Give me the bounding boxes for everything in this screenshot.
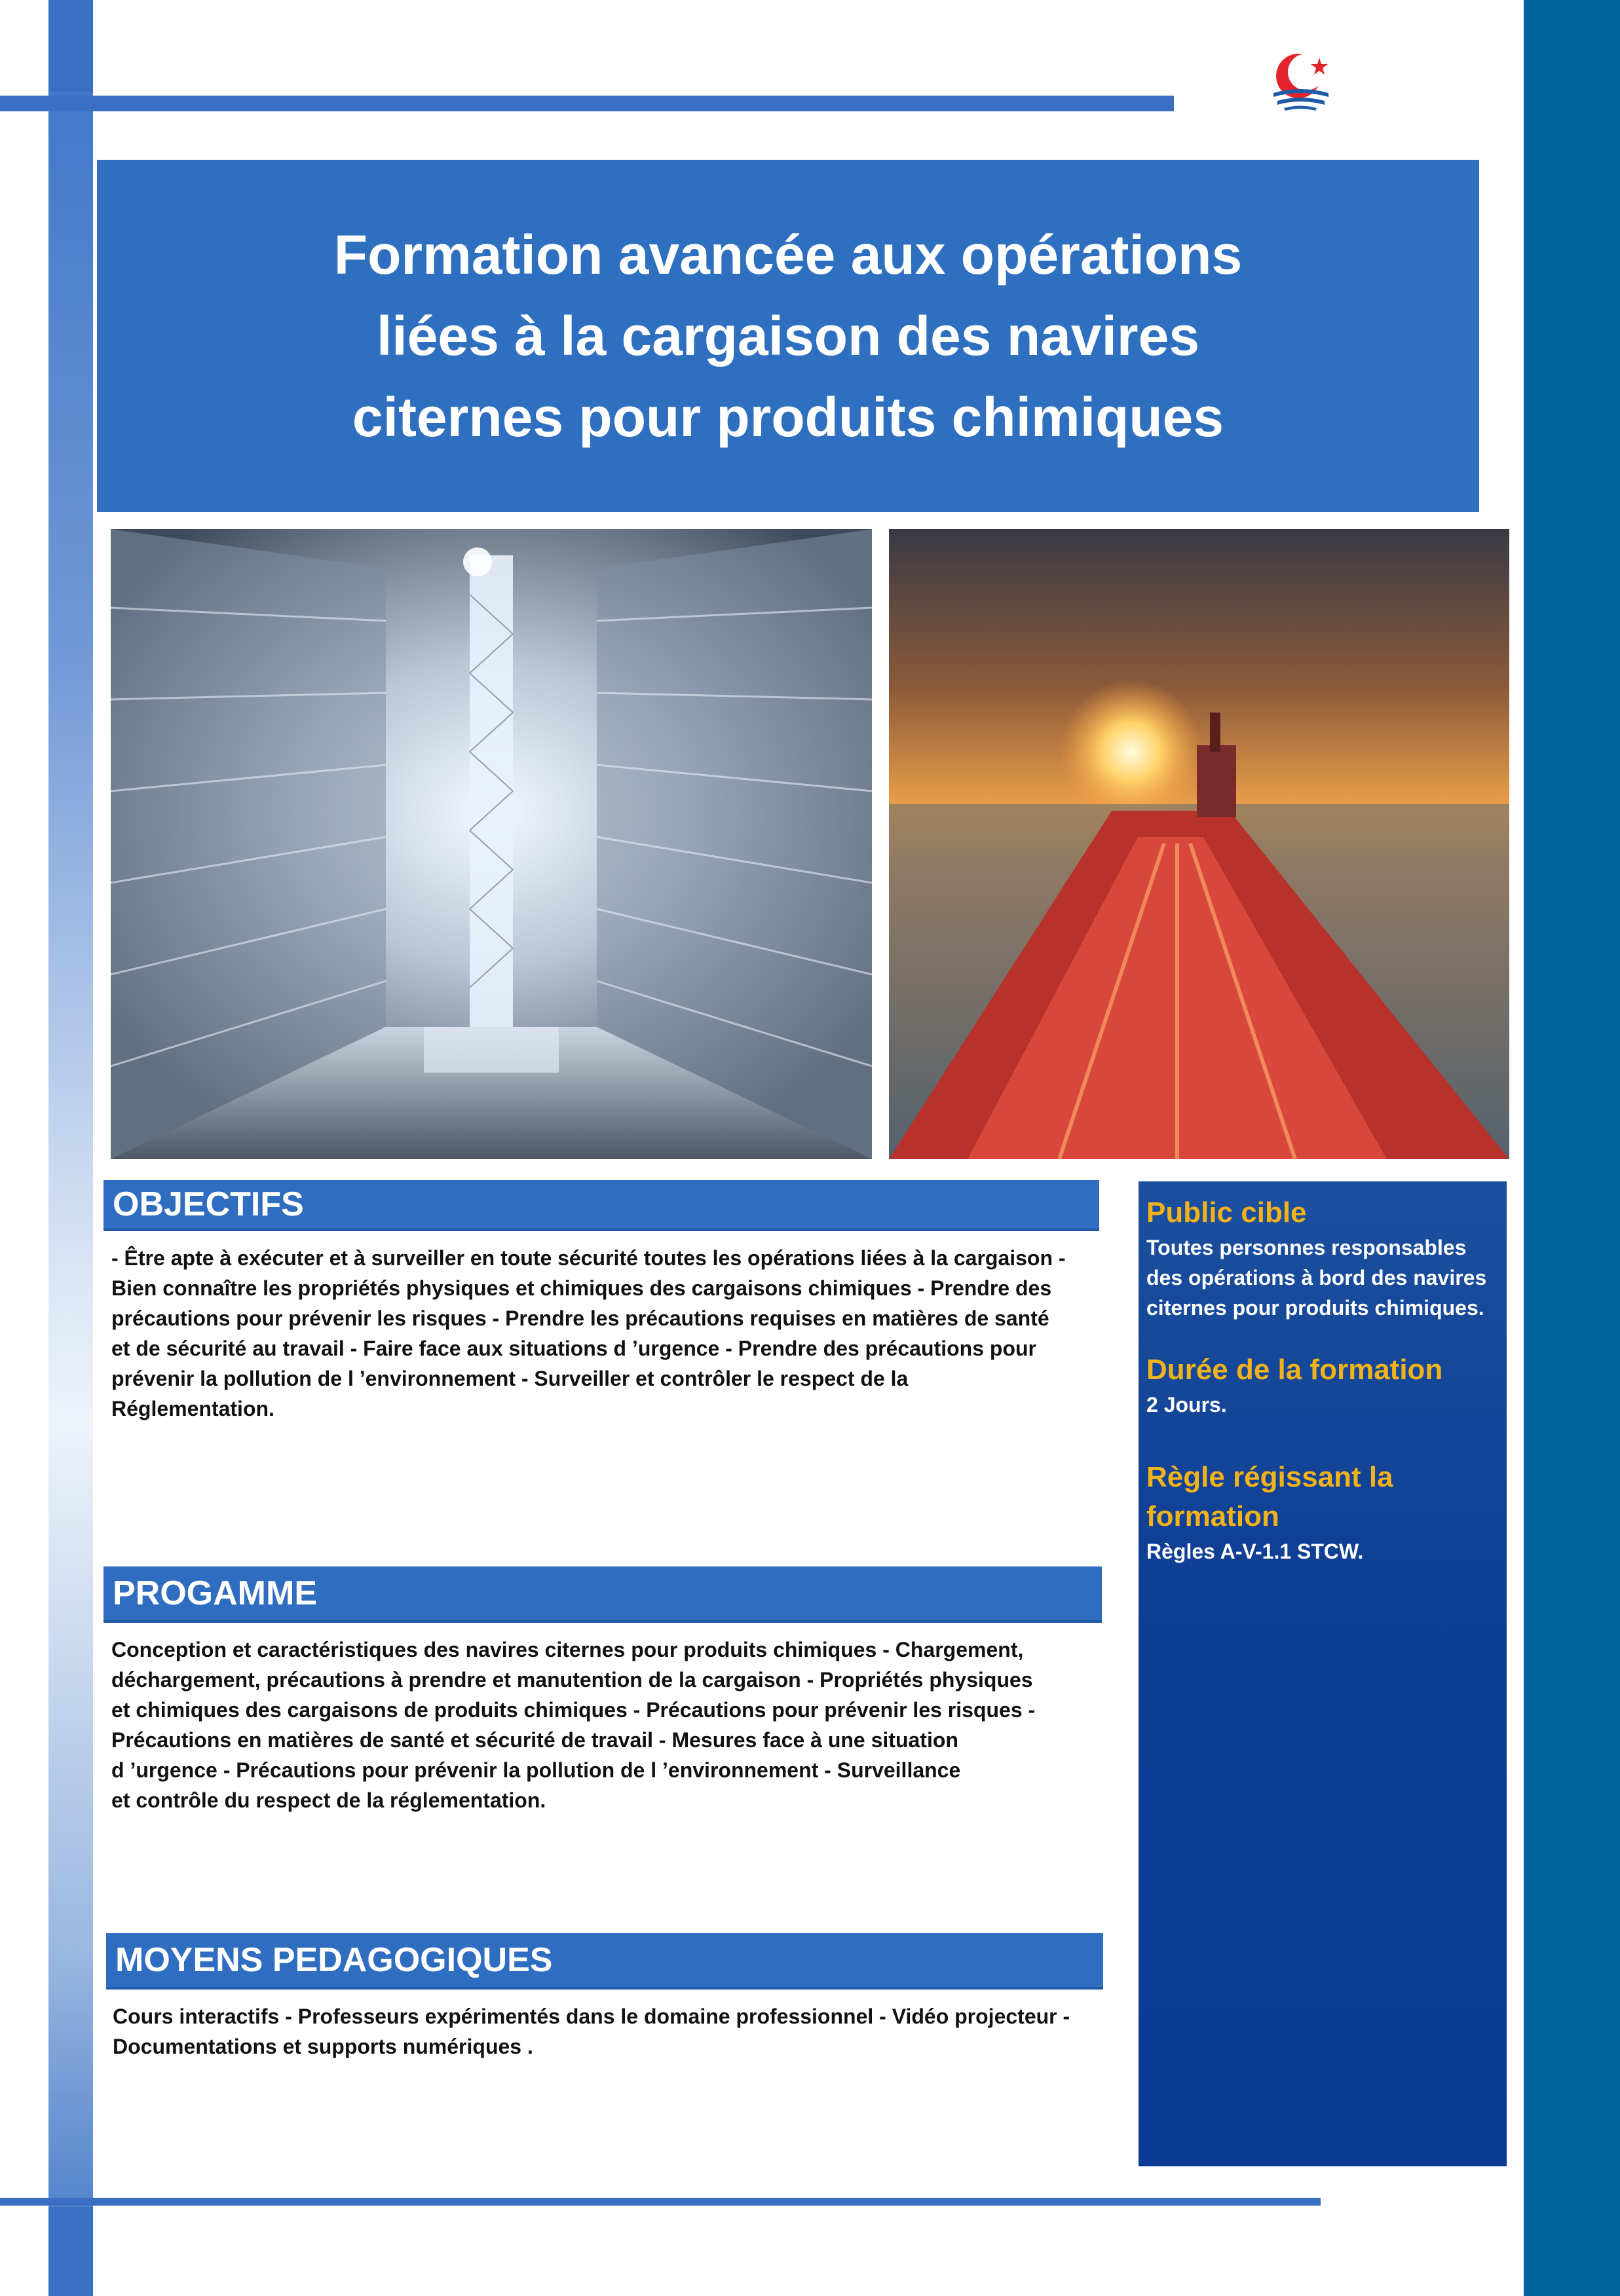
moyens-heading: [106, 1933, 1103, 1990]
programme-heading-label: PROGAMME: [113, 1574, 317, 1612]
left-bar-top-segment: [48, 0, 93, 92]
duree-text: 2 Jours.: [1146, 1393, 1227, 1416]
logo-icon: [1264, 46, 1336, 118]
bottom-horizontal-rule: [0, 2198, 1321, 2206]
tank-interior-photo: [111, 529, 872, 1159]
regle-title: Règle régissant la formation: [1146, 1461, 1393, 1532]
title-banner: [97, 160, 1479, 512]
objectifs-heading: [104, 1180, 1099, 1231]
regle-text: Règles A-V-1.1 STCW.: [1146, 1540, 1364, 1563]
page-title: Formation avancée aux opérations liées à la cargaison des navires citernes pour produits chimiques: [333, 224, 1243, 448]
programme-text: Conception et caractéristiques des navires citernes pour produits chimiques - Chargement, déchargement, précautions à prendre et manutention de la cargaison - Propriétés physiques et chimiques des cargaisons de produits chimiques - Précautions pour prévenir les risques - Précautions en matières de santé et sécurité de travail - Mesures face à une situation d ’urgence - Précautions pour prévenir la pollution de l ’environnement - Surveillance et contrôle du respect de la réglementation.: [111, 1638, 1036, 1812]
moyens-heading-label: MOYENS PEDAGOGIQUES: [115, 1941, 553, 1979]
duree-title: Durée de la formation: [1146, 1354, 1443, 1386]
objectifs-heading-label: OBJECTIFS: [113, 1185, 304, 1223]
right-vertical-bar: [1524, 0, 1620, 2296]
programme-heading: [104, 1566, 1102, 1623]
objectifs-text: - Être apte à exécuter et à surveiller en toute sécurité toutes les opérations liées à la cargaison - Bien connaître les propriétés physiques et chimiques des cargaisons chimiques - Prendre des précautions pour prévenir les risques - Prendre les précautions requises en matières de santé et de sécurité au travail - Faire face aux situations d ’urgence - Prendre des précautions pour prévenir la pollution de l ’environnement - Surveiller et contrôler le respect de la Réglementation.: [111, 1246, 1066, 1420]
left-bar-bottom-segment: [48, 2207, 93, 2296]
moyens-text: Cours interactifs - Professeurs expérimentés dans le domaine professionnel - Vidéo projecteur - Documentations et supports numériques .: [113, 2005, 1070, 2058]
left-gradient-bar: [48, 0, 93, 2296]
public-cible-title: Public cible: [1146, 1196, 1307, 1229]
info-side-panel: [1139, 1181, 1507, 2166]
top-horizontal-rule: [0, 96, 1174, 111]
public-cible-text: Toutes personnes responsables des opérations à bord des navires citernes pour produits chimiques.: [1146, 1236, 1487, 1320]
tanker-sunset-photo: [889, 529, 1509, 1159]
